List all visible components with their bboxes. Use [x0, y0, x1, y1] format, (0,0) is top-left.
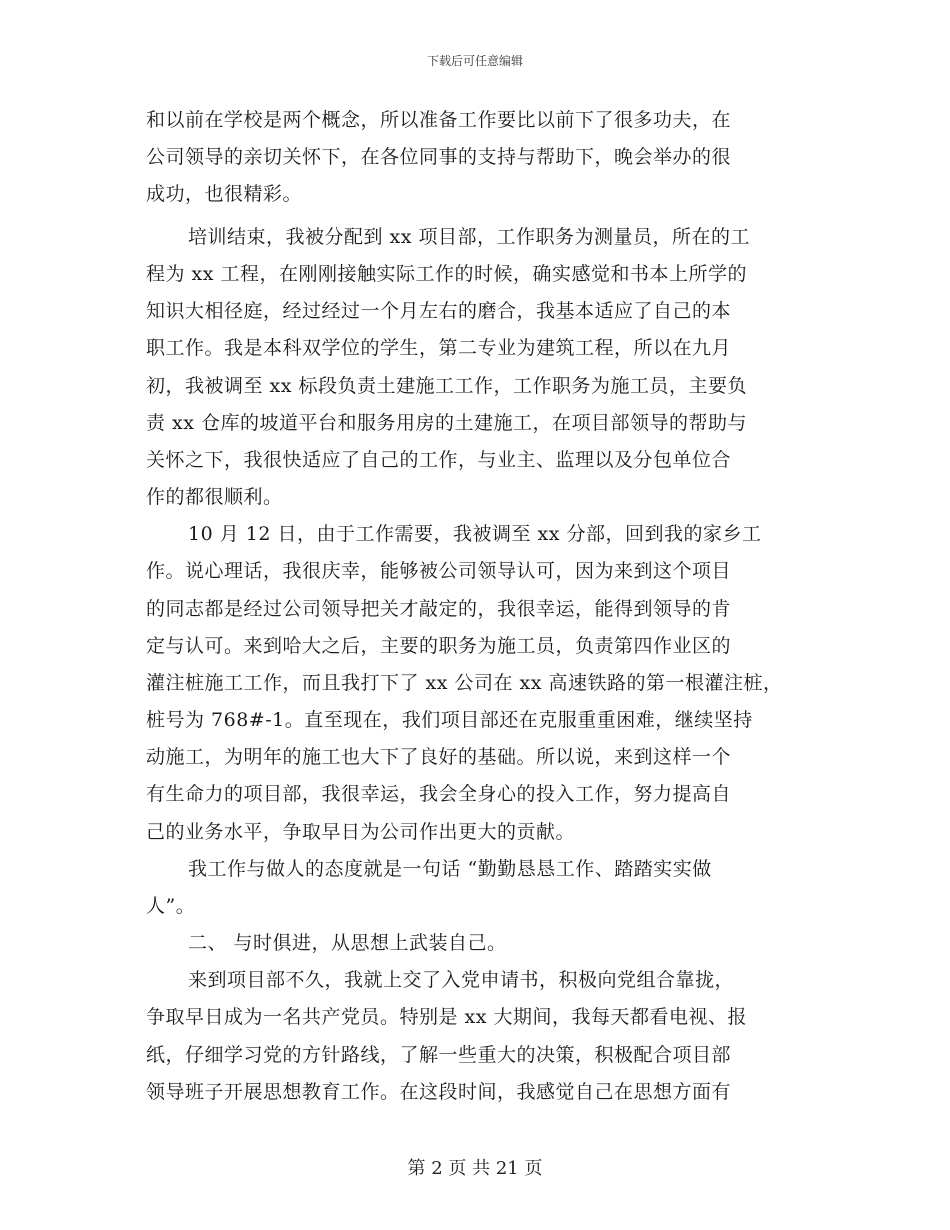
text-line: 人”。 [146, 895, 196, 917]
text-line: 灌注桩施工工作，而且我打下了 xx 公司在 xx 高速铁路的第一根灌注桩， [146, 672, 783, 694]
text-line: 培训结束，我被分配到 xx 项目部，工作职务为测量员，所在的工 [188, 226, 751, 248]
text-line: 桩号为 768#-1。直至现在，我们项目部还在克服重重困难，继续坚持 [146, 709, 753, 731]
text-line: 成功，也很精彩。 [146, 183, 303, 205]
text-line: 公司领导的亲切关怀下，在各位同事的支持与帮助下，晚会举办的很 [146, 146, 732, 168]
text-line: 领导班子开展思想教育工作。在这段时间，我感觉自己在思想方面有 [146, 1081, 732, 1103]
text-line: 和以前在学校是两个概念，所以准备工作要比以前下了很多功夫，在 [146, 109, 732, 131]
section-heading: 二、 与时俱进，从思想上武装自己。 [188, 932, 507, 954]
text-line: 作。说心理话，我很庆幸，能够被公司领导认可，因为来到这个项目 [146, 560, 732, 582]
text-line: 动施工，为明年的施工也大下了良好的基础。所以说，来到这样一个 [146, 746, 732, 768]
page-footer: 第 2 页 共 21 页 [407, 1158, 543, 1179]
text-line: 作的都很顺利。 [146, 486, 283, 508]
text-line: 知识大相径庭，经过经过一个月左右的磨合，我基本适应了自己的本 [146, 300, 732, 322]
text-line: 争取早日成为一名共产党员。特别是 xx 大期间，我每天都看电视、报 [146, 1006, 748, 1028]
text-line: 的同志都是经过公司领导把关才敲定的，我很幸运，能得到领导的肯 [146, 598, 732, 620]
text-line: 有生命力的项目部，我很幸运，我会全身心的投入工作，努力提高自 [146, 783, 732, 805]
text-line: 定与认可。来到哈大之后，主要的职务为施工员，负责第四作业区的 [146, 635, 732, 657]
text-line: 来到项目部不久，我就上交了入党申请书，积极向党组合靠拢， [188, 969, 735, 991]
text-line: 纸，仔细学习党的方针路线，了解一些重大的决策，积极配合项目部 [146, 1044, 732, 1066]
text-line: 10 月 12 日，由于工作需要，我被调至 xx 分部，回到我的家乡工 [188, 523, 762, 545]
text-line: 我工作与做人的态度就是一句话 “勤勤恳恳工作、踏踏实实做 [188, 858, 712, 880]
text-line: 责 xx 仓库的坡道平台和服务用房的土建施工，在项目部领导的帮助与 [146, 412, 748, 434]
page-header: 下载后可任意编辑 [426, 54, 523, 68]
text-line: 职工作。我是本科双学位的学生，第二专业为建筑工程，所以在九月 [146, 337, 732, 359]
text-line: 初，我被调至 xx 标段负责土建施工工作，工作职务为施工员，主要负 [146, 375, 748, 397]
text-line: 程为 xx 工程，在刚刚接触实际工作的时候，确实感觉和书本上所学的 [146, 263, 748, 285]
text-line: 己的业务水平，争取早日为公司作出更大的贡献。 [146, 821, 576, 843]
text-line: 关怀之下，我很快适应了自己的工作，与业主、监理以及分包单位合 [146, 449, 732, 471]
